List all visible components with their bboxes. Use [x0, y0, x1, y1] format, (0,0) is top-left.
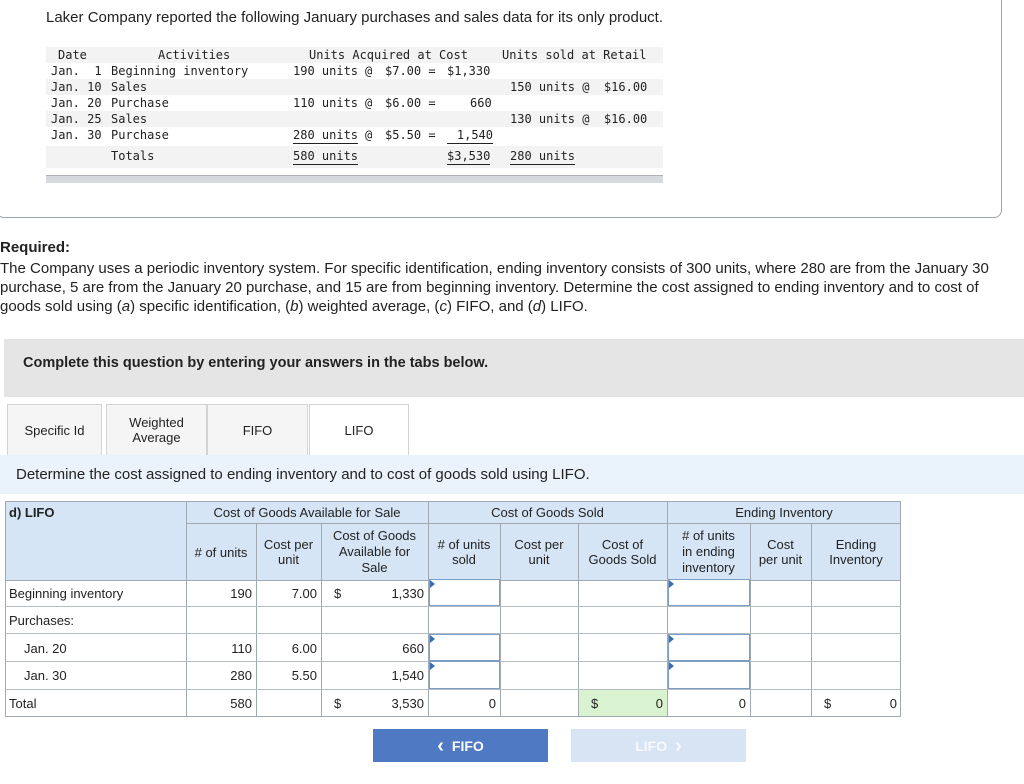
input-marker [430, 580, 435, 588]
row-acq-cost: $7.00 = [385, 64, 436, 78]
jan20-units: 110 [231, 641, 252, 656]
row-date: Jan. 25 [51, 112, 102, 126]
tab-lifo[interactable]: LIFO [309, 404, 409, 455]
input-marker [669, 635, 674, 643]
input-marker [430, 635, 435, 643]
total-cogs: 0 [655, 696, 663, 711]
group-ending: Ending Inventory [735, 505, 833, 520]
col-sold-header: Units sold at Retail [502, 48, 647, 62]
row-acq-total: $1,330 [447, 64, 491, 78]
tab-instruction: Determine the cost assigned to ending inventory and to cost of goods sold using LIFO. [16, 466, 590, 483]
group-sold: Cost of Goods Sold [491, 505, 604, 520]
row-acq-total: 660 [470, 96, 492, 110]
row-activity: Sales [111, 112, 148, 126]
row-line [5, 606, 901, 607]
total-end-dollar: $ [824, 696, 832, 711]
row-date: Jan. 1 [51, 64, 102, 78]
totals-units: 580 units [293, 149, 359, 163]
beginning-end-units-input[interactable] [668, 579, 750, 606]
row-date: Jan. 30 [51, 128, 102, 142]
total-end-units: 0 [738, 696, 746, 711]
col-sold-units: # of units sold [437, 537, 491, 567]
section-label: d) LIFO [9, 505, 55, 520]
row-acq-units: 110 units [293, 96, 359, 110]
row-activity: Purchase [111, 96, 169, 110]
total-dollar: $ [334, 696, 342, 711]
row-acq-cost: $6.00 = [385, 96, 436, 110]
row-line [5, 689, 901, 690]
row-date: Jan. 20 [51, 96, 102, 110]
jan30-sold-units-input[interactable] [429, 661, 500, 689]
row-at: @ [365, 64, 373, 78]
row-label-jan30: Jan. 30 [24, 668, 67, 683]
total-end-inv: 0 [889, 696, 897, 711]
jan30-end-units-input[interactable] [668, 661, 750, 689]
col-date-header: Date [58, 48, 87, 62]
row-acq-cost: $5.50 = [385, 128, 436, 142]
row-activity: Beginning inventory [111, 64, 249, 78]
input-marker [669, 662, 674, 670]
total-units: 580 [230, 696, 252, 711]
col-units: # of units [194, 545, 248, 560]
row-acq-units: 280 units [293, 128, 359, 142]
total-sold-units: 0 [488, 696, 496, 711]
chevron-right-icon: › [675, 734, 682, 757]
total-cgas: 3,530 [391, 696, 424, 711]
chevron-left-icon: ‹ [437, 734, 444, 757]
intro-text: Laker Company reported the following January purchases and sales data for its only product. [46, 9, 664, 26]
col-sold-cpu: Cost per unit [514, 537, 564, 567]
instruction-text: Complete this question by entering your answers in the tabs below. [23, 355, 489, 371]
row-activity: Purchase [111, 128, 169, 142]
row-at: @ [365, 96, 373, 110]
jan30-cost: 5.50 [291, 668, 317, 683]
group-available: Cost of Goods Available for Sale [213, 505, 401, 520]
beginning-units: 190 [230, 586, 252, 601]
beginning-dollar: $ [334, 586, 342, 601]
jan20-total: 660 [402, 641, 424, 656]
totals-label: Totals [111, 149, 155, 163]
jan20-cost: 6.00 [291, 641, 317, 656]
row-acq-units: 190 units [293, 64, 359, 78]
col-cogs: Cost of Goods Sold [588, 537, 657, 567]
row-label-purchases: Purchases: [9, 613, 75, 628]
beginning-total: 1,330 [391, 586, 424, 601]
jan20-end-units-input[interactable] [668, 634, 750, 661]
prev-fifo-button[interactable]: ‹ FIFO [373, 729, 548, 762]
table-scrollbar[interactable] [46, 175, 663, 183]
group-separator [186, 523, 901, 524]
tab-fifo[interactable]: FIFO [207, 404, 308, 455]
totals-sold: 280 units [510, 149, 576, 163]
row-sold: 130 units @ $16.00 [510, 112, 648, 126]
beginning-cost: 7.00 [291, 586, 317, 601]
col-cost-per-unit: Cost per unit [263, 537, 314, 567]
col-end-cpu: Cost per unit [758, 537, 803, 567]
row-sold: 150 units @ $16.00 [510, 80, 648, 94]
jan30-total: 1,540 [391, 668, 424, 683]
row-date: Jan. 10 [51, 80, 102, 94]
row-label-beginning: Beginning inventory [9, 586, 124, 601]
tab-specific-id[interactable]: Specific Id [7, 404, 102, 455]
col-acquired-header: Units Acquired at Cost [309, 48, 468, 62]
input-marker [669, 580, 674, 588]
col-end-units: # of units in ending inventory [682, 528, 735, 575]
jan30-units: 280 [230, 668, 252, 683]
col-cgas: Cost of Goods Available for Sale [332, 528, 417, 575]
required-title: Required: [0, 239, 71, 256]
totals-cost: $3,530 [447, 149, 491, 163]
row-label-jan20: Jan. 20 [24, 641, 67, 656]
row-label-total: Total [9, 696, 37, 711]
col-end-inv: Ending Inventory [829, 537, 883, 567]
col-activities-header: Activities [158, 48, 231, 62]
jan20-sold-units-input[interactable] [429, 634, 500, 661]
next-lifo-button[interactable]: LIFO › [571, 729, 746, 762]
input-marker [430, 662, 435, 670]
total-cogs-dollar: $ [591, 696, 599, 711]
row-activity: Sales [111, 80, 148, 94]
beginning-sold-units-input[interactable] [429, 579, 500, 606]
row-acq-total: 1,540 [447, 127, 493, 144]
row-at: @ [365, 128, 373, 142]
required-text: The Company uses a periodic inventory system. For specific identification, ending inventory consists of 300 units, where 280 are from the January 30 purchase, 5 are from the January 20 purchase, and 15 are from beginning inventory. Determine the cost assigned to ending inventory and to cost of goods sold using (a) specific identification, (b) weighted average, (c) FIFO, and (d) LIFO. [0, 260, 989, 315]
vline [186, 501, 187, 717]
tab-weighted-average[interactable]: Weighted Average [106, 404, 207, 455]
